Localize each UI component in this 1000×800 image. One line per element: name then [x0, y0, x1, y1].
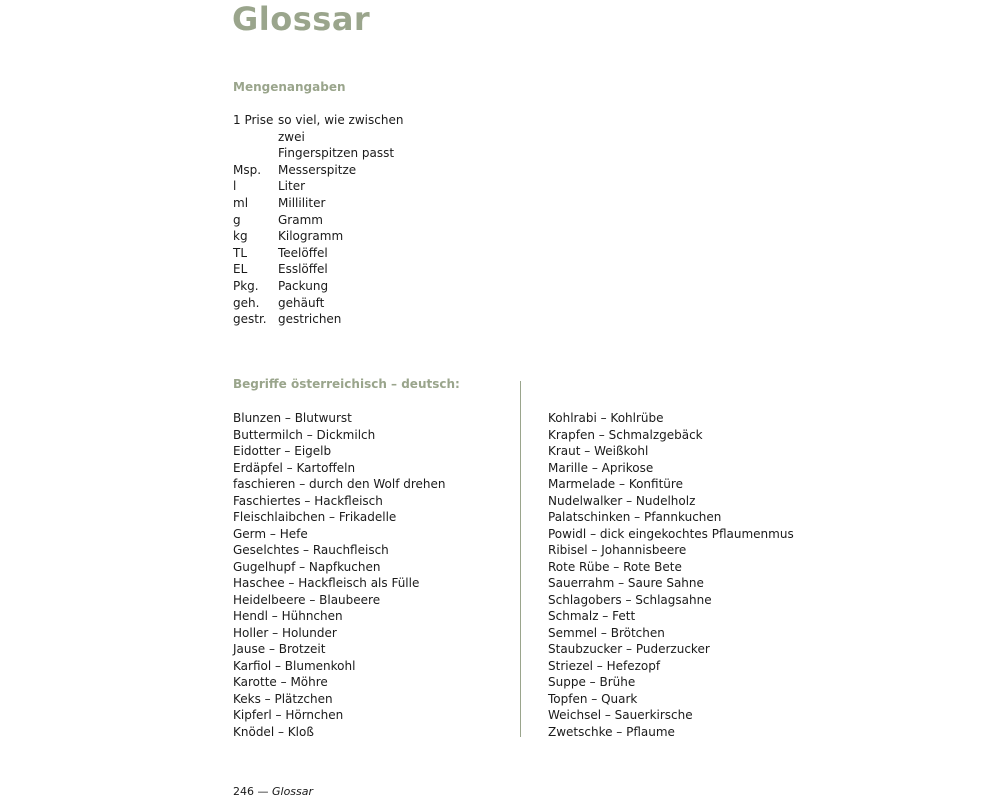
term-item: Weichsel – Sauerkirsche	[548, 708, 693, 722]
term-item: Kipferl – Hörnchen	[233, 708, 344, 722]
unit-abbr: l	[233, 179, 237, 194]
unit-desc: Fingerspitzen passt	[278, 146, 395, 161]
unit-desc: so viel, wie zwischen zwei	[278, 113, 404, 144]
term-item: Buttermilch – Dickmilch	[233, 427, 376, 442]
unit-desc: Teelöffel	[278, 245, 328, 260]
unit-abbr: g	[233, 212, 241, 227]
term-item: Zwetschke – Pflaume	[548, 724, 675, 739]
unit-row	[233, 212, 428, 229]
term-item: Keks – Plätzchen	[233, 691, 333, 706]
unit-row	[233, 311, 428, 328]
term-item: Suppe – Brühe	[548, 675, 636, 689]
unit-row	[233, 112, 428, 145]
term-item: Holler – Holunder	[233, 625, 337, 640]
unit-desc: Esslöffel	[278, 262, 328, 277]
unit-row	[233, 178, 428, 195]
unit-abbr: kg	[233, 229, 248, 244]
unit-desc: Messerspitze	[278, 162, 357, 177]
term-item: Rote Rübe – Rote Bete	[548, 559, 682, 574]
term-item: Gugelhupf – Napfkuchen	[233, 559, 381, 574]
page-number: 246	[233, 785, 254, 798]
unit-abbr: ml	[233, 195, 249, 210]
term-item: Ribisel – Johannisbeere	[548, 543, 687, 557]
footer-section: Glossar	[272, 785, 314, 798]
unit-desc: gehäuft	[278, 295, 325, 310]
term-item: Krapfen – Schmalzgebäck	[548, 427, 703, 442]
term-item: Palatschinken – Pfannkuchen	[548, 510, 722, 524]
unit-desc: Packung	[278, 278, 329, 293]
term-item: Karfiol – Blumenkohl	[233, 658, 356, 673]
page-title: Glossar	[232, 0, 371, 38]
term-item: Marmelade – Konfitüre	[548, 477, 683, 491]
unit-abbr: TL	[233, 245, 248, 260]
unit-desc: Liter	[278, 179, 306, 194]
term-item: Staubzucker – Puderzucker	[548, 642, 710, 656]
unit-abbr	[233, 145, 278, 162]
unit-desc: Kilogramm	[278, 229, 344, 244]
term-item: Blunzen – Blutwurst	[233, 411, 352, 425]
term-item: Karotte – Möhre	[233, 675, 328, 689]
term-item: Nudelwalker – Nudelholz	[548, 493, 696, 508]
term-item: Topfen – Quark	[548, 691, 638, 706]
unit-abbr: geh.	[233, 295, 260, 310]
term-item: Hendl – Hühnchen	[233, 609, 343, 623]
term-item: Jause – Brotzeit	[233, 642, 326, 656]
term-item: Heidelbeere – Blaubeere	[233, 592, 381, 607]
unit-desc: Gramm	[278, 212, 323, 227]
term-item: Powidl – dick eingekochtes Pflaumenmus	[548, 526, 794, 541]
term-item: Erdäpfel – Kartoffeln	[233, 460, 356, 475]
unit-row	[233, 228, 428, 245]
unit-abbr: gestr.	[233, 312, 267, 327]
term-item: Kraut – Weißkohl	[548, 444, 649, 458]
unit-row	[233, 195, 428, 212]
unit-desc: Milliliter	[278, 195, 326, 210]
units-list	[233, 112, 428, 328]
unit-row	[233, 278, 428, 295]
footer-separator: —	[254, 785, 272, 798]
term-item: Faschiertes – Hackfleisch	[233, 493, 383, 508]
term-item: Fleischlaibchen – Frikadelle	[233, 510, 397, 524]
unit-abbr: EL	[233, 262, 248, 277]
term-item: Eidotter – Eigelb	[233, 444, 332, 458]
unit-row	[233, 145, 428, 162]
term-item: Knödel – Kloß	[233, 724, 314, 739]
unit-row	[233, 245, 428, 262]
page-footer	[233, 785, 313, 798]
term-item: Geselchtes – Rauchfleisch	[233, 543, 389, 557]
unit-row	[233, 295, 428, 312]
units-heading: Mengenangaben	[233, 80, 346, 94]
unit-row	[233, 162, 428, 179]
terms-list-right	[548, 410, 794, 740]
unit-abbr: 1 Prise	[233, 113, 274, 127]
unit-abbr: Msp.	[233, 162, 262, 177]
terms-heading: Begriffe österreichisch – deutsch:	[233, 377, 460, 391]
term-item: Schmalz – Fett	[548, 609, 636, 623]
column-divider	[520, 381, 521, 737]
term-item: Striezel – Hefezopf	[548, 658, 661, 673]
unit-desc: gestrichen	[278, 312, 342, 327]
terms-list-left	[233, 410, 446, 740]
term-item: Germ – Hefe	[233, 526, 308, 541]
term-item: Semmel – Brötchen	[548, 625, 665, 640]
term-item: Haschee – Hackfleisch als Fülle	[233, 576, 420, 590]
term-item: Kohlrabi – Kohlrübe	[548, 411, 664, 425]
unit-abbr: Pkg.	[233, 278, 259, 293]
term-item: Sauerrahm – Saure Sahne	[548, 576, 704, 590]
term-item: faschieren – durch den Wolf drehen	[233, 477, 446, 491]
term-item: Marille – Aprikose	[548, 460, 654, 475]
term-item: Schlagobers – Schlagsahne	[548, 592, 712, 607]
unit-row	[233, 261, 428, 278]
